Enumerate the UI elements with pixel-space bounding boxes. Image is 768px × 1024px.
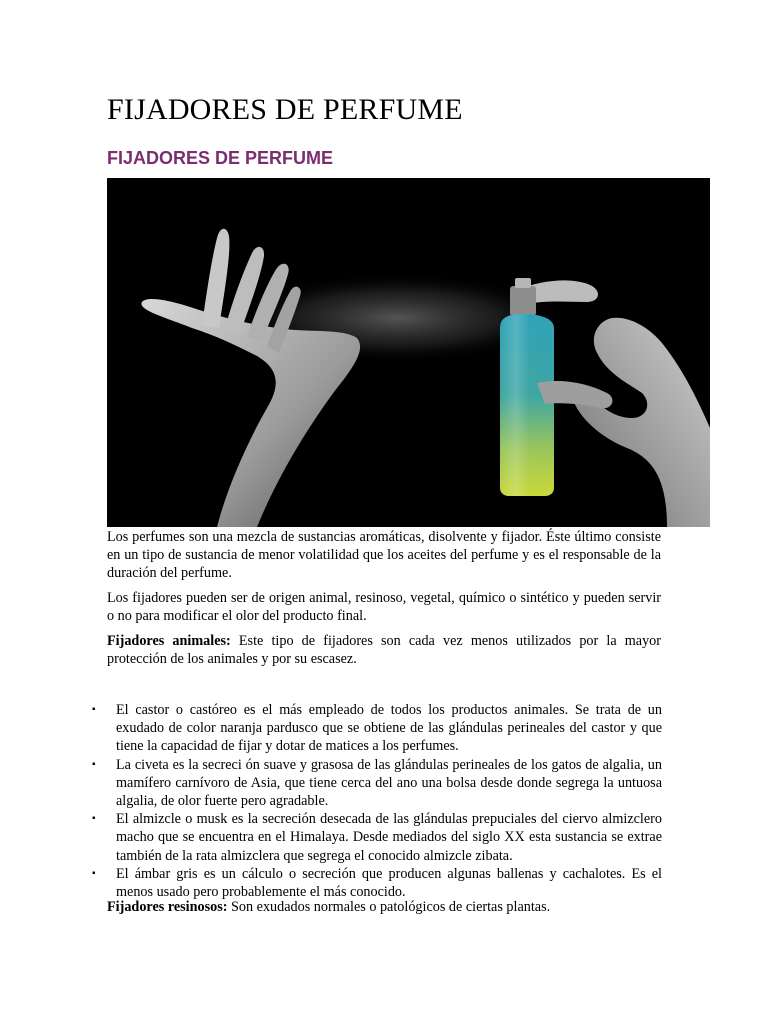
document-title: FIJADORES DE PERFUME [107,93,463,126]
bullet-marker: ▪ [92,758,96,770]
animal-fixatives-label: Fijadores animales: [107,633,231,649]
bullet-marker: ▪ [92,704,96,715]
bottle-cap [510,286,536,316]
resinous-fixatives-label: Fijadores resinosos: [107,899,228,915]
animal-fixatives-text: Este tipo de fijadores son cada vez menos utilizados por la mayor protección de los animales y por su escasez. [107,633,662,668]
bullet-marker: ▪ [92,813,96,825]
list-item: ▪ El almizcle o musk es la secreción desecada de las glándulas prepuciales del ciervo almizclero macho que se encuentra en el Himalaya. Desde mediados del siglo XX esta sustancia se extrae también de la rata almizclera que segrega el conocido almizcle zibata. [92,811,662,864]
list-item: ▪ El ámbar gris es un cálculo o secreción que producen algunas ballenas y cachalotes. Es el menos usado pero probablemente el más conocido. [92,865,662,901]
bullet-marker: ▪ [92,867,96,879]
paragraph-resinous-fixatives [107,898,661,916]
paragraph-intro: Los perfumes son una mezcla de sustancias aromáticas, disolvente y fijador. Éste último consiste en un tipo de sustancia de menor volatilidad que los aceites del perfume y es el responsable de la duración del perfume. [107,529,661,582]
list-item: ▪ La civeta es la secreci ón suave y grasosa de las glándulas perineales de los gatos de algalia, un mamífero carnívoro de Asia, que tiene cerca del ano una bolsa desde donde segrega la untuosa algalia, de olor fuerte pero agradable. [92,756,662,810]
list-item: ▪ El castor o castóreo es el más empleado de todos los productos animales. Se trata de un exudado de color naranja pardusco que se obtiene de las glándulas perineales del castor y que tiene la capacidad de fijar y dotar de matices a los perfumes. [92,702,662,755]
animal-fixatives-list [92,701,662,901]
paragraph-animal-fixatives [107,632,661,668]
section-heading: FIJADORES DE PERFUME [107,148,334,168]
perfume-spray-photo [107,178,710,527]
paragraph-origin: Los fijadores pueden ser de origen animal, resinoso, vegetal, químico o sintético y pueden servir o no para modificar el olor del producto final. [107,590,661,625]
resinous-fixatives-text: Son exudados normales o patológicos de ciertas plantas. [227,899,551,915]
